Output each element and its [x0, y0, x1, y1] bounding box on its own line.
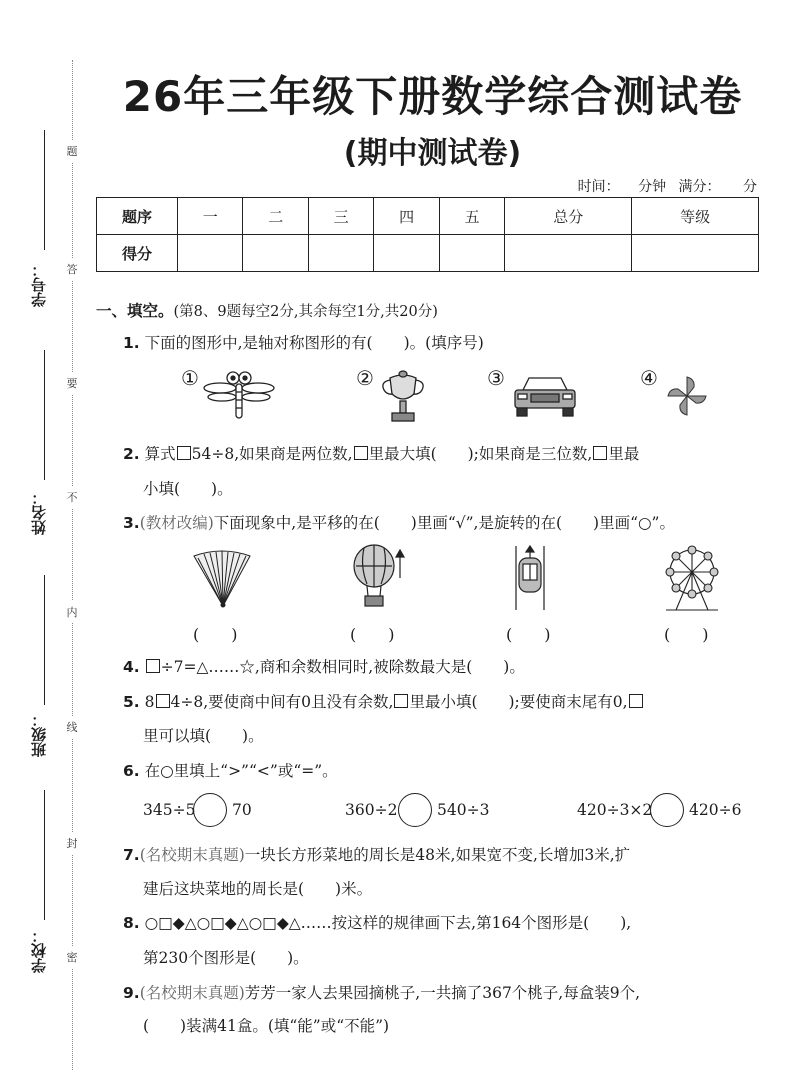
question-number: 4.: [123, 658, 140, 676]
ferris-wheel-icon: [662, 544, 722, 612]
seal-char: 要: [64, 372, 80, 394]
seal-char: 封: [64, 832, 80, 854]
question-text: 8: [144, 693, 155, 711]
section-note: (第8、9题每空2分,其余每空1分,共20分): [173, 304, 438, 320]
question-number: 8.: [123, 914, 140, 932]
seal-char: 不: [64, 486, 80, 508]
question-text: 下面的图形中,是轴对称图形的有( )。(填序号): [144, 334, 484, 352]
question-9-line-2: ( )装满41盒。(填“能”或“不能”): [143, 1017, 390, 1035]
name-line[interactable]: [44, 350, 45, 480]
source-tag: (教材改编): [139, 514, 214, 532]
square-blank: [156, 694, 170, 708]
elevator-icon: [510, 546, 550, 610]
seal-char: 线: [64, 716, 80, 738]
score-table-header-row: [97, 198, 759, 235]
question-text: 里最小填( );要使商末尾有0,: [409, 693, 628, 711]
score-cell[interactable]: [308, 235, 373, 272]
question-9: [123, 983, 640, 1003]
binding-dotted-line: [72, 60, 73, 1070]
student-id-label: 学号：: [30, 262, 48, 307]
pinwheel-icon: [664, 373, 710, 419]
question-2: [123, 444, 639, 464]
question-text: 下面现象中,是平移的在( )里画“√”,是旋转的在( )里画“○”。: [213, 514, 675, 532]
question-text: 一块长方形菜地的周长是48米,如果宽不变,长增加3米,扩: [244, 846, 631, 864]
compare-circle[interactable]: [650, 793, 684, 827]
compare-right: 540÷3: [437, 801, 490, 819]
score-cell[interactable]: [505, 235, 632, 272]
question-7-line-2: 建后这块菜地的周长是( )米。: [143, 880, 373, 898]
question-text: 里最大填( );如果商是三位数,: [368, 445, 593, 463]
table-cell: 二: [243, 198, 308, 235]
question-2-line-2: 小填( )。: [143, 480, 233, 498]
question-text: 在○里填上“>”“<”或“=”。: [144, 762, 338, 780]
square-blank: [354, 446, 368, 460]
question-text: 54÷8,如果商是两位数,: [191, 445, 353, 463]
answer-blank[interactable]: ( ): [193, 625, 238, 644]
name-label: 姓名：: [30, 490, 48, 535]
seal-char: 密: [64, 946, 80, 968]
school-label: 学校：: [30, 928, 48, 973]
question-text: 里最: [608, 445, 640, 463]
square-blank: [146, 659, 160, 673]
question-number: 5.: [123, 693, 140, 711]
source-tag: (名校期末真题): [139, 984, 245, 1002]
page-title: 26年三年级下册数学综合测试卷: [122, 72, 743, 121]
figure-mark: ②: [356, 366, 374, 390]
compare-right: 420÷6: [689, 801, 742, 819]
seal-char: 答: [64, 258, 80, 280]
question-number: 2.: [123, 445, 140, 463]
answer-blank[interactable]: ( ): [350, 625, 395, 644]
page-subtitle: (期中测试卷): [343, 136, 522, 171]
figure-mark: ①: [181, 366, 199, 390]
question-number: 1.: [123, 334, 140, 352]
table-cell: 四: [374, 198, 439, 235]
answer-blank[interactable]: ( ): [506, 625, 551, 644]
question-number: 7.: [123, 846, 140, 864]
question-5-line-2: [143, 726, 264, 746]
question-1: [123, 333, 484, 353]
square-blank: [177, 446, 191, 460]
table-cell: 一: [178, 198, 243, 235]
exam-meta: [570, 176, 757, 196]
compare-circle[interactable]: [398, 793, 432, 827]
table-cell: 题序: [97, 198, 178, 235]
table-cell: 等级: [632, 198, 759, 235]
score-table-score-row: [97, 235, 759, 272]
points-label: 分: [743, 179, 757, 195]
compare-left: 420÷3×2: [577, 801, 653, 819]
question-number: 6.: [123, 762, 140, 780]
square-blank: [593, 446, 607, 460]
hot-air-balloon-icon: [350, 544, 406, 610]
question-number: 3.: [123, 514, 140, 532]
dragonfly-icon: [204, 370, 274, 420]
figure-mark: ③: [487, 366, 505, 390]
student-id-line[interactable]: [44, 130, 45, 250]
class-line[interactable]: [44, 575, 45, 705]
question-number: 9.: [123, 984, 140, 1002]
section-label: 一、填空。: [96, 302, 174, 320]
school-line[interactable]: [44, 790, 45, 920]
square-blank: [629, 694, 643, 708]
compare-left: 360÷2: [345, 801, 398, 819]
score-cell[interactable]: [243, 235, 308, 272]
answer-blank[interactable]: ( ): [664, 625, 709, 644]
seal-char: 题: [64, 140, 80, 162]
score-table: [96, 197, 759, 272]
question-5: [123, 692, 644, 712]
table-cell: 三: [308, 198, 373, 235]
seal-char: 内: [64, 601, 80, 623]
score-cell[interactable]: [374, 235, 439, 272]
score-cell[interactable]: [439, 235, 504, 272]
minutes-label: 分钟: [638, 179, 667, 195]
figure-mark: ④: [640, 366, 658, 390]
class-label: 班级：: [30, 712, 48, 757]
table-cell: 总分: [505, 198, 632, 235]
question-text: 算式: [144, 445, 176, 463]
time-label: 时间：: [577, 179, 620, 195]
car-icon: [513, 374, 577, 418]
question-text: ÷7=△……☆,商和余数相同时,被除数最大是( )。: [160, 658, 525, 676]
compare-right: 70: [232, 801, 252, 819]
trophy-icon: [378, 370, 428, 424]
question-text: 4÷8,要使商中间有0且没有余数,: [170, 693, 394, 711]
score-cell[interactable]: [178, 235, 243, 272]
question-8: [123, 913, 631, 933]
table-cell: 五: [439, 198, 504, 235]
question-3: [123, 513, 675, 533]
question-text: 芳芳一家人去果园摘桃子,一共摘了367个桃子,每盒装9个,: [244, 984, 641, 1002]
table-cell: 得分: [97, 235, 178, 272]
question-6: [123, 761, 338, 781]
source-tag: (名校期末真题): [139, 846, 245, 864]
question-text: 里可以填( )。: [143, 727, 264, 745]
compare-left: 345÷5: [143, 801, 196, 819]
compare-circle[interactable]: [193, 793, 227, 827]
question-text: ○□◆△○□◆△○□◆△……按这样的规律画下去,第164个图形是( ),: [144, 914, 632, 932]
folding-fan-icon: [190, 548, 254, 610]
score-cell[interactable]: [632, 235, 759, 272]
full-score-label: 满分：: [678, 179, 721, 195]
question-4: [123, 657, 525, 677]
square-blank: [394, 694, 408, 708]
question-8-line-2: 第230个图形是( )。: [143, 949, 309, 967]
section-heading: [96, 301, 438, 322]
question-7: [123, 845, 630, 865]
